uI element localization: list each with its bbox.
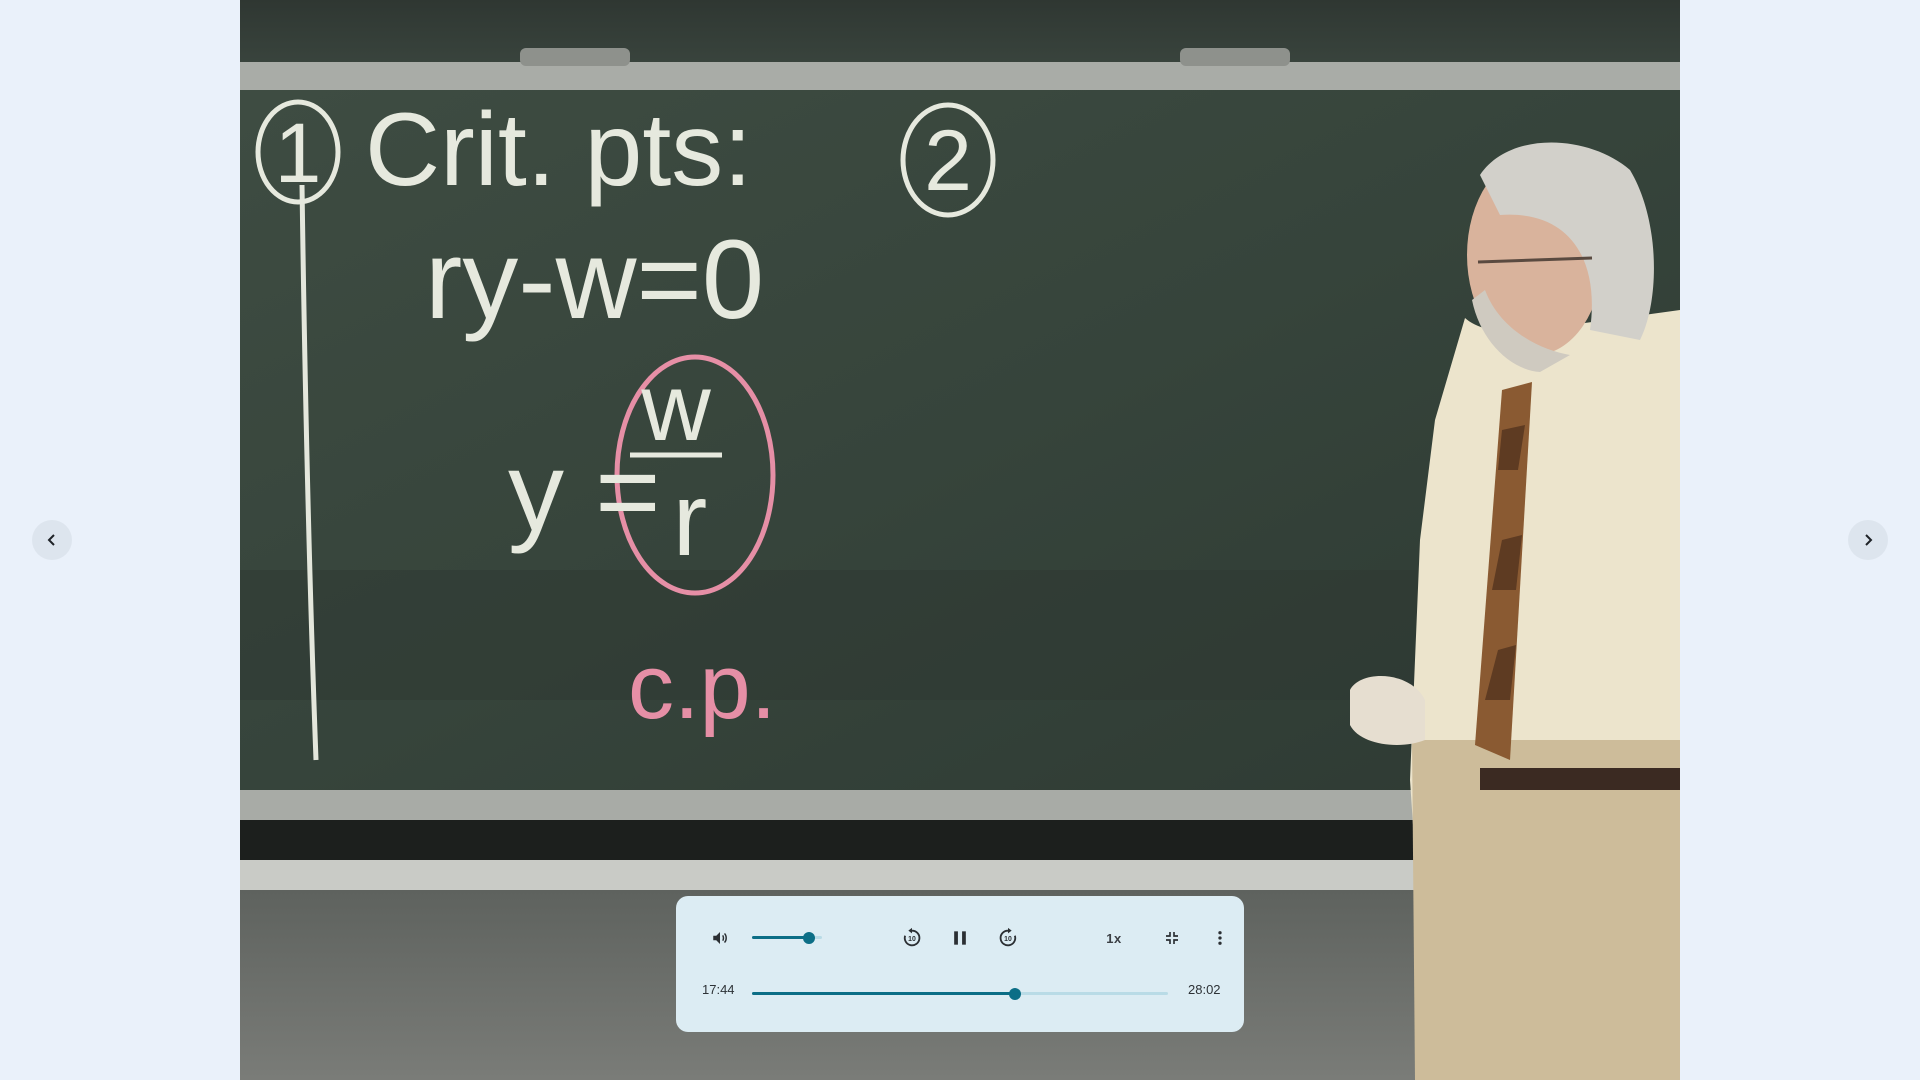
board-line-y-equals: y =: [508, 429, 661, 554]
seek-bar-thumb[interactable]: [1009, 988, 1021, 1000]
board-rail-top: [240, 62, 1680, 90]
volume-slider-fill: [752, 936, 809, 939]
board-line-equation: ry-w=0: [425, 217, 765, 342]
chevron-left-icon: [44, 532, 60, 548]
seek-bar-fill: [752, 992, 1015, 995]
rewind-seconds: 10: [908, 936, 916, 944]
mute-button[interactable]: [702, 920, 738, 956]
board-fraction-denominator: r: [672, 462, 708, 578]
player-controls: [676, 896, 1244, 1032]
board-label-2: 2: [924, 113, 972, 209]
next-button[interactable]: [1848, 520, 1888, 560]
forward-button[interactable]: [990, 920, 1026, 956]
board-label-1: 1: [274, 106, 322, 200]
more-vert-icon: [1211, 929, 1229, 947]
forward-seconds: 10: [1004, 936, 1012, 944]
total-duration: 28:02: [1188, 982, 1221, 997]
board-fraction-numerator: w: [641, 354, 711, 461]
chevron-right-icon: [1860, 532, 1876, 548]
forward-10-icon: [997, 927, 1019, 949]
exit-fullscreen-button[interactable]: [1154, 920, 1190, 956]
board-line-cp: c.p.: [628, 636, 777, 738]
volume-icon: [711, 929, 729, 947]
seek-bar[interactable]: [752, 992, 1168, 995]
exit-fullscreen-icon: [1164, 930, 1180, 946]
pause-icon: [950, 928, 970, 948]
upper-board: [240, 0, 1680, 70]
volume-slider[interactable]: [752, 936, 822, 939]
elapsed-time: 17:44: [702, 982, 735, 997]
pause-button[interactable]: [942, 920, 978, 956]
rewind-10-icon: [901, 927, 923, 949]
rewind-button[interactable]: [894, 920, 930, 956]
volume-slider-thumb[interactable]: [803, 932, 815, 944]
more-options-button[interactable]: [1202, 920, 1238, 956]
board-line-crit-pts: Crit. pts:: [365, 92, 753, 208]
playback-speed-button[interactable]: 1x: [1106, 930, 1122, 946]
previous-button[interactable]: [32, 520, 72, 560]
